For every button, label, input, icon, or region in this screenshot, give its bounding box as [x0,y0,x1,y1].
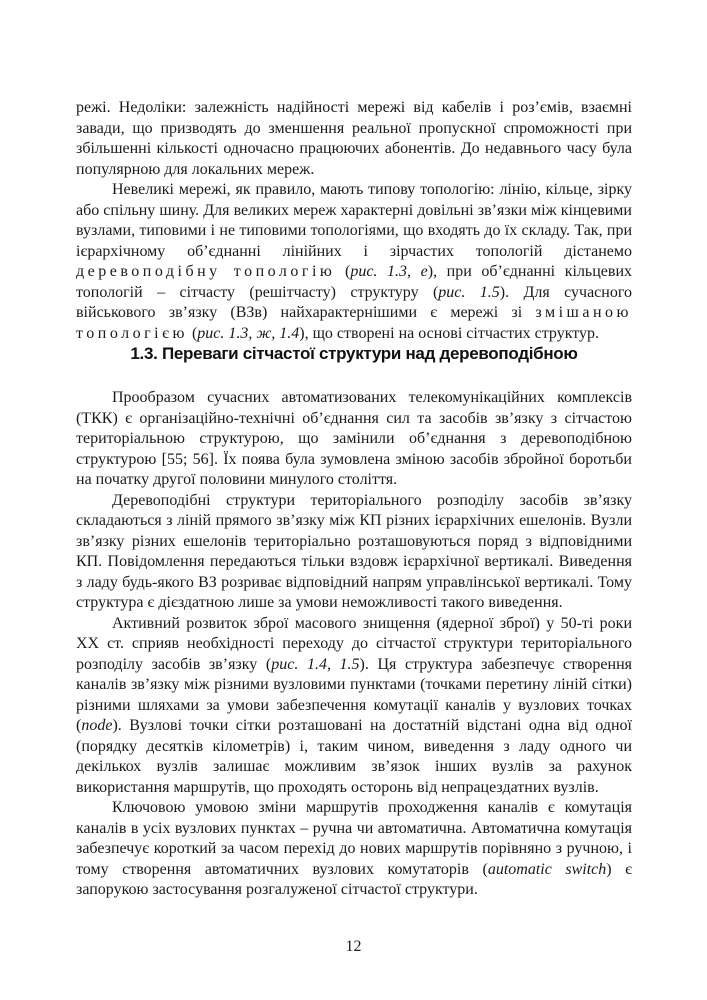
paragraph-switching [76,798,632,901]
figure-reference: рис. 1.3, ж, 1.4 [197,324,300,342]
text-run: Активний розвиток зброї масового знищення (ядерної зброї) у 50-ті роки XX ст. сприяв необхідності переходу до сітчастої структури територіального розподілу засобів зв’язку ( [76,614,632,673]
emphasized-term: змішаною топологією [76,304,632,342]
text-run: ( [187,324,198,342]
text-run: ). Вузлові точки сітки розташовані на достатній відстані одна від одної (порядку десятків кілометрів) і, таким чином, виведення з ладу одного чи декількох вузлів залишає можливим зв’язок інших вузлів за рахунок використання маршрутів, що проходять осторонь від непрацездатних вузлів. [76,717,632,796]
text-run: ( [335,263,351,280]
paragraph-mesh-development [76,614,632,799]
foreign-term: automatic switch [487,860,607,878]
text-run: Невеликі мережі, як правило, мають типову топологію: лінію, кільце, зірку або спільну шину. Для великих мереж характерні довільні зв’язки між кінцевими вузлами, типовими і не типовими топологіями, що входять до їх складу. Так, при ієрархічному об’єднанні лінійних і зірчастих топологій дістанемо [76,181,632,260]
paragraph-tree-structures: Деревоподібні структури територіального розподілу засобів зв’язку складаються з ліній прямого зв’язку між КП різних ієрархічних ешелонів. Вузли зв’язку різних ешелонів територіально розташовуються поряд з відповідними КП. Повідомлення передаються тільки вздовж ієрархічної вертикалі. Виведення з ладу будь-якого ВЗ розриває відповідний напрям управлінської вертикалі. Тому структура є дієздатною лише за умови неможливості такого виведення. [76,491,632,611]
text-run: ), що створені на основі сітчастих структур. [299,324,600,342]
section-text-block [76,388,632,901]
text-run: Ключовою умовою зміни маршрутів проходження каналів є комутація каналів в усіх вузлових пунктах – ручна чи автоматична. Автоматична комутація забезпечує короткий за часом перехід до нових маршрутів порівняно з ручною, і тому створення автоматичних вузлових комутаторів ( [76,799,632,878]
foreign-term: node [81,717,113,734]
text-run: ). Ця структура забезпечує створення каналів зв’язку між різними вузловими пунктами (точками перетину ліній сітки) різними шляхами за умови забезпечення комутації каналів у вузлових точках ( [76,655,632,734]
figure-reference: рис. 1.4, 1.5 [271,655,360,673]
text-run: ), при об’єднанні кільцевих топологій – сітчасту (решітчасту) структуру ( [76,263,633,301]
figure-reference: рис. 1.3, е [350,263,428,280]
text-run: ). Для сучасного військового зв’язку (ВЗв) найхарактернішими є мережі зі [76,283,633,321]
section-heading: 1.3. Переваги сітчастої структури над деревоподібною [130,344,578,363]
paragraph-prototype: Прообразом сучасних автоматизованих телекомунікаційних комплексів (ТКК) є організаційно-технічні об’єднання сил та засобів зв’язку з сітчастою територіальною структурою, що замінили об’єднання з деревоподібною структурою [55; 56]. Їх поява була зумовлена зміною засобів збройної боротьби на початку другої половини минулого століття. [76,389,632,488]
emphasized-term: деревоподібну топологію [76,263,336,280]
intro-text-block [76,98,632,344]
page-number: 12 [345,938,362,955]
paragraph-topologies [76,180,632,344]
paragraph-continuation: режі. Недоліки: залежність надійності мережі від кабелів і роз’ємів, взаємні завади, що призводять до зменшення реальної пропускної спроможності при збільшенні кількості одночасно працюючих абонентів. До недавнього часу була популярною для локальних мереж. [76,99,632,178]
figure-reference: рис. 1.5 [438,283,500,301]
text-run: ) є запорукою застосування розгалуженої сітчастої структури. [76,860,632,898]
